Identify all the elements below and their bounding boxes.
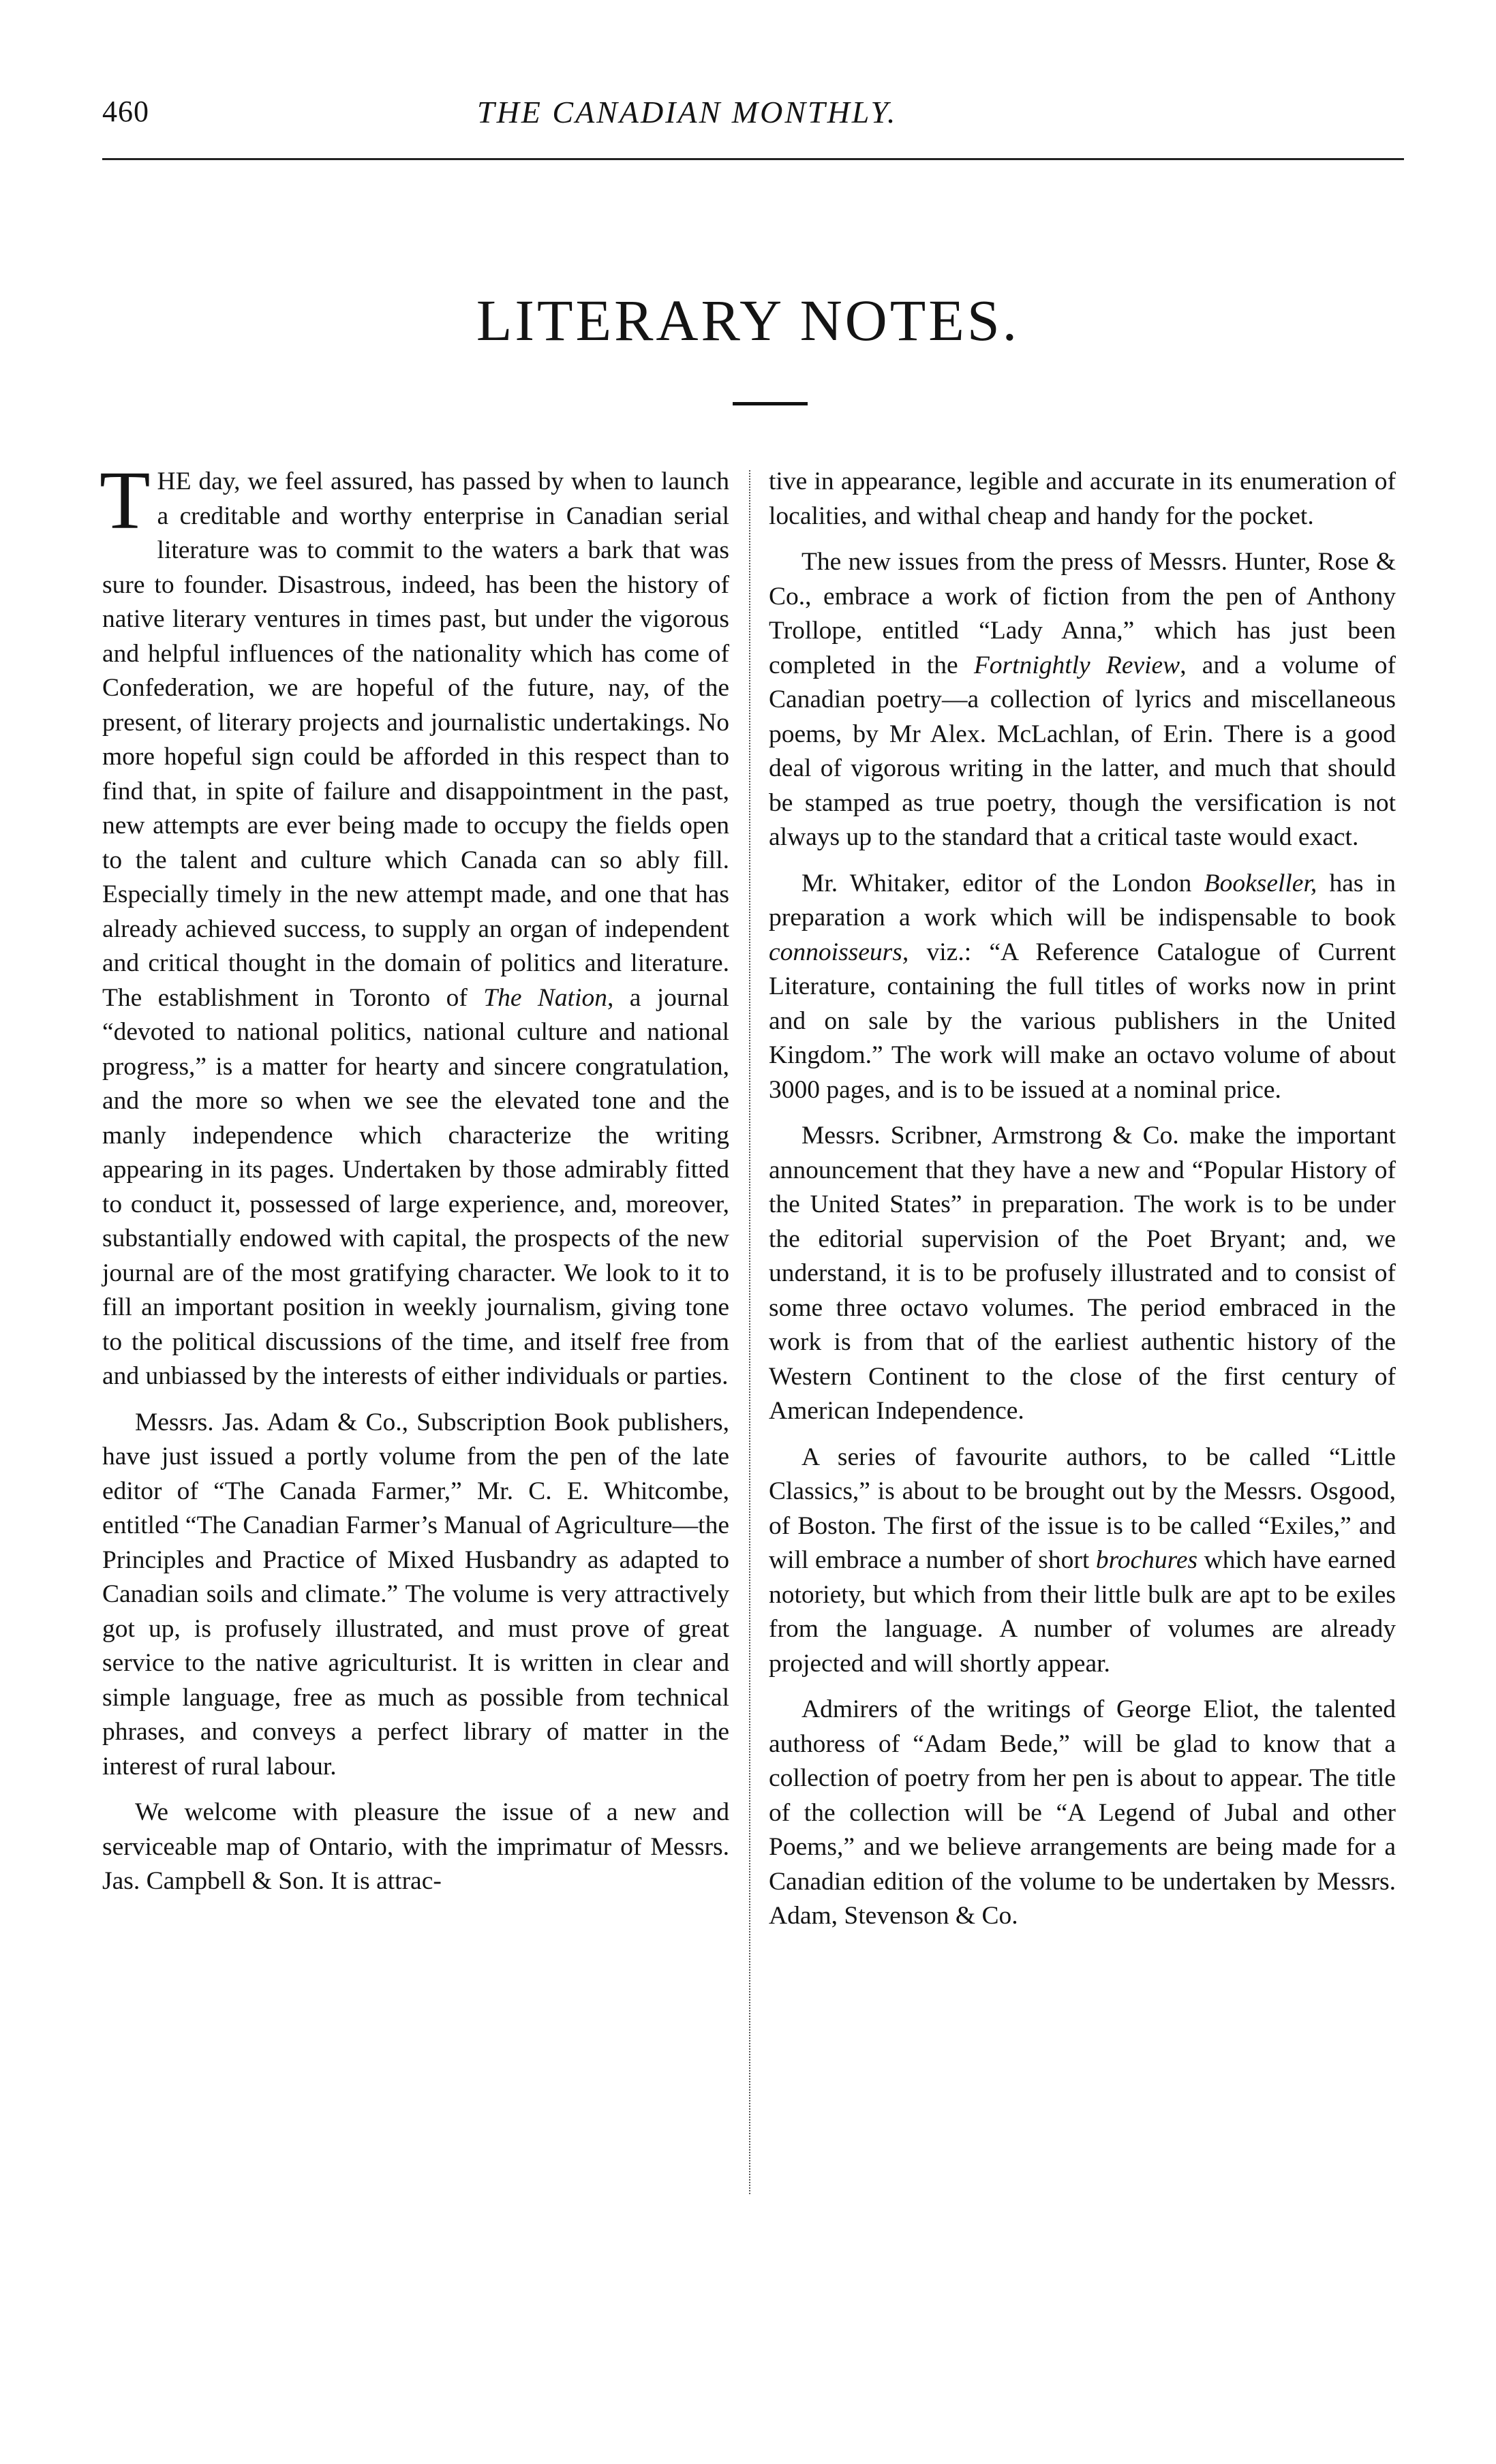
paragraph-7 — [769, 1441, 1396, 1682]
drop-cap: T — [100, 455, 151, 546]
paragraph-8: Admirers of the writings of George Eliot, the talented authoress of “Adam Bede,” will be glad to know that a collection of poetry from her pen is about to appear. The title of the collection will be “A Legend of Jubal and other Poems,” and we believe arrangements are being made for a Canadian edition of the volume to be undertaken by Messrs. Adam, Stevenson & Co. — [769, 1695, 1396, 1930]
paragraph-4-italic: Fortnightly Review — [973, 651, 1180, 679]
paragraph-1-end: , a journal “devoted to national politics, national culture and national progress,” is a matter for hearty and sincere congratulation, and the more so when we see the elevated tone and the manly independence which characterize the writing appearing in its pages. Undertaken by those admirably fitted to conduct it, possessed of large experience, and, moreover, substantially endowed with capital, the prospects of the new journal are of the most gratifying character. We look to it to fill an important position in weekly journalism, giving tone to the political discussions of the time, and itself free from and unbiassed by the interests of either individuals or parties. — [102, 983, 729, 1390]
page-number: 460 — [102, 95, 149, 128]
paragraph-1-italic: The Nation — [483, 983, 607, 1012]
title-rule — [733, 402, 808, 405]
paragraph-5-italic-1: Bookseller, — [1204, 869, 1317, 897]
paragraph-5-text-c: viz.: “A Reference Catalogue of Current Literature, containing the full titles of works now in print and on sale by the various publishers in the United Kingdom.” The work will make an octavo volume of about 3000 pages, and is to be issued at a nominal price. — [769, 938, 1396, 1104]
paragraph-2: Messrs. Jas. Adam & Co., Subscription Book publishers, have just issued a portly volume from the pen of the late editor of “The Canada Farmer,” Mr. C. E. Whitcombe, entitled “The Canadian Farmer’s Manual of Agriculture—the Principles and Practice of Mixed Husbandry as adapted to Canadian soils and climate.” The volume is very attractively got up, is profusely illustrated, and must prove of great service to the native agriculturist. It is written in clear and simple language, free as much as possible from technical phrases, and conveys a perfect library of matter in the interest of rural labour. — [102, 1408, 729, 1781]
right-column — [769, 465, 1396, 1945]
paragraph-5-text-a: Mr. Whitaker, editor of the London — [802, 869, 1204, 897]
paragraph-6: Messrs. Scribner, Armstrong & Co. make the important announcement that they have a new and “Popular History of the United States” in preparation. The work is to be under the editorial supervision of the Poet Bryant; and, we understand, it is to be profusely illustrated and to consist of some three octavo volumes. The period embraced in the work is from that of the earliest authentic history of the Western Continent to the close of the first century of American Independence. — [769, 1122, 1396, 1425]
paragraph-1-text: HE day, we feel assured, has passed by when to launch a creditable and worthy enterprise in Canadian serial literature was to commit to the waters a bark that was sure to founder. Disastrous, indeed, has been the history of native literary ventures in times past, but under the vigorous and helpful influences of the nationality which has come of Confederation, we are hopeful of the future, nay, of the present, of literary projects and journalistic undertakings. No more hopeful sign could be afforded in this respect than to find that, in spite of failure and disappointment in the past, new attempts are ever being made to occupy the fields open to the talent and culture which Canada can so ably fill. Especially timely in the new attempt made, and one that has already achieved success, to supply an organ of independent and critical thought in the domain of politics and literature. The establishment in Toronto of — [102, 467, 729, 1012]
paragraph-5-text-b: has in preparation a work which will be indispensable to book — [769, 869, 1396, 931]
paragraph-5 — [769, 867, 1396, 1108]
paragraph-4-text-b: , and a volume of Canadian poetry—a collection of lyrics and miscellaneous poems, by Mr Alex. McLachlan, of Erin. There is a good deal of vigorous writing in the latter, and much that should be stamped as true poetry, though the versification is not always up to the standard that a critical taste would exact. — [769, 651, 1396, 851]
article-title: LITERARY NOTES. — [476, 288, 1020, 353]
paragraph-7-text-a: A series of favourite authors, to be called “Little Classics,” is about to be brought out by the Messrs. Osgood, of Boston. The first of the issue is to be called “Exiles,” and will embrace a number of short — [769, 1443, 1396, 1574]
column-divider — [749, 470, 750, 2194]
paragraph-5-italic-2: connoisseurs, — [769, 938, 909, 966]
paragraph-3-continued: tive in appearance, legible and accurate in its enumeration of localities, and withal cheap and handy for the pocket. — [769, 467, 1396, 530]
paragraph-4-text-a: The new issues from the press of Messrs. Hunter, Rose & Co., embrace a work of fiction from the pen of Anthony Trollope, entitled “Lady Anna,” which has just been completed in the — [769, 548, 1396, 679]
header-rule — [102, 158, 1404, 160]
paragraph-7-text-b: which have earned notoriety, but which from their little bulk are apt to be exiles from the language. A number of volumes are already projected and will shortly appear. — [769, 1546, 1396, 1678]
paragraph-1 — [100, 455, 729, 1394]
running-title: THE CANADIAN MONTHLY. — [477, 95, 898, 129]
paragraph-7-italic: brochures — [1095, 1546, 1198, 1574]
left-column — [100, 455, 729, 1911]
paragraph-4 — [769, 545, 1396, 855]
paragraph-3: We welcome with pleasure the issue of a new and serviceable map of Ontario, with the imprimatur of Messrs. Jas. Campbell & Son. It is attrac- — [102, 1798, 729, 1895]
